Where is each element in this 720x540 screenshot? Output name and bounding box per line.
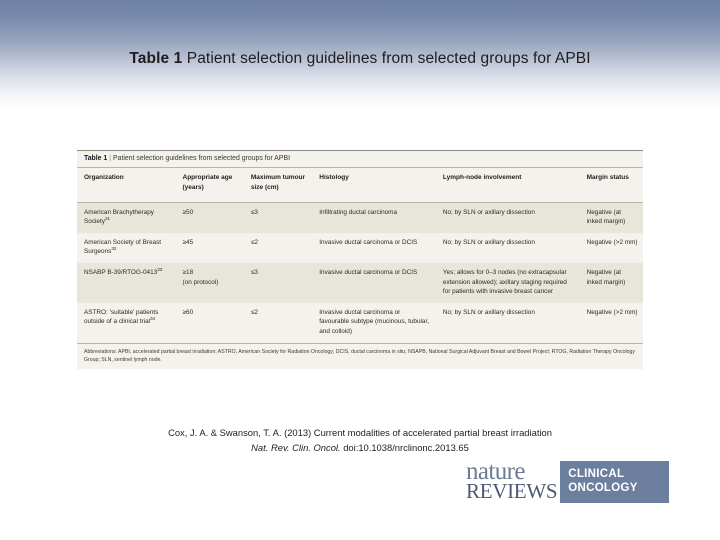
citation-line-journal bbox=[0, 441, 720, 456]
table-header-row bbox=[77, 168, 643, 202]
cell-lymph-node: No; by SLN or axillary dissection bbox=[436, 233, 580, 263]
citation-line-authors: Cox, J. A. & Swanson, T. A. (2013) Current modalities of accelerated partial breast irradiation bbox=[168, 427, 552, 438]
column-header-tumour-size: Maximum tumour size (cm) bbox=[244, 168, 312, 202]
cell-organization bbox=[77, 233, 176, 263]
nature-reviews-logo bbox=[466, 457, 669, 504]
logo-nature-text: nature bbox=[466, 457, 525, 485]
age-note: (on protocol) bbox=[182, 278, 219, 286]
table-footnote-abbreviations: Abbreviations: APBI, accelerated partial breast irradiation; ASTRO, American Society for Radiation Oncology; DCIS, ductal carcinoma in situ; NSAPB, National Surgical Adjuvant Breast and Bowel Project; RTOG, Radiation Therapy Oncology Group; SLN, sentinel lymph node. bbox=[77, 343, 643, 370]
citation-doi: doi:10.1038/nrclinonc.2013.65 bbox=[340, 441, 469, 453]
cell-margin-status: Negative (>2 mm) bbox=[580, 303, 643, 343]
logo-journal-badge bbox=[560, 461, 669, 503]
logo-oncology-text: ONCOLOGY bbox=[568, 482, 638, 494]
cell-tumour-size: ≤3 bbox=[244, 202, 312, 233]
table-figure bbox=[77, 150, 643, 369]
cell-margin-status: Negative (at inked margin) bbox=[580, 263, 643, 303]
cell-age: ≥45 bbox=[176, 233, 244, 263]
cell-age: ≥60 bbox=[176, 303, 244, 343]
column-header-histology: Histology bbox=[312, 168, 436, 202]
guidelines-table bbox=[77, 168, 643, 343]
table-body bbox=[77, 202, 643, 343]
cell-tumour-size: ≤2 bbox=[244, 233, 312, 263]
table-head bbox=[77, 168, 643, 202]
logo-clinical-text: CLINICAL bbox=[568, 468, 625, 481]
reference-superscript: 31 bbox=[104, 215, 111, 221]
citation-block bbox=[0, 426, 720, 455]
table-row bbox=[77, 263, 643, 303]
table-row bbox=[77, 233, 643, 263]
column-header-organization: Organization bbox=[77, 168, 176, 202]
organization-name: American Brachytherapy Society bbox=[84, 208, 154, 226]
column-header-margin-status: Margin status bbox=[580, 168, 643, 202]
citation-journal-name: Nat. Rev. Clin. Oncol. bbox=[251, 441, 341, 453]
reference-superscript: 32 bbox=[111, 246, 117, 252]
column-header-lymph-node: Lymph-node involvement bbox=[436, 168, 580, 202]
cell-organization bbox=[77, 202, 176, 233]
cell-lymph-node: No; by SLN or axillary dissection bbox=[436, 202, 580, 233]
logo-reviews-text: REVIEWS bbox=[466, 479, 558, 504]
cell-age: ≥50 bbox=[176, 202, 244, 233]
table-caption-label: Table 1 bbox=[84, 155, 108, 162]
cell-margin-status: Negative (at inked margin) bbox=[580, 202, 643, 233]
page-title-text: Patient selection guidelines from selected groups for APBI bbox=[182, 50, 591, 67]
table-row bbox=[77, 303, 643, 343]
table-caption-text: Patient selection guidelines from selected groups for APBI bbox=[113, 155, 290, 162]
organization-name: NSABP B-39/RTOG-0413 bbox=[84, 268, 158, 276]
cell-histology: Invasive ductal carcinoma or favourable subtype (mucinous, tubular, and colloid) bbox=[312, 303, 436, 343]
cell-histology: Invasive ductal carcinoma or DCIS bbox=[312, 263, 436, 303]
cell-tumour-size: ≤3 bbox=[244, 263, 312, 303]
cell-tumour-size: ≤2 bbox=[244, 303, 312, 343]
table-caption bbox=[77, 151, 643, 168]
reference-superscript: 33 bbox=[157, 266, 163, 272]
cell-histology: Infiltrating ductal carcinoma bbox=[312, 202, 436, 233]
column-header-age: Appropriate age (years) bbox=[176, 168, 244, 202]
cell-organization bbox=[77, 263, 176, 303]
table-row bbox=[77, 202, 643, 233]
cell-lymph-node: No; by SLN or axillary dissection bbox=[436, 303, 580, 343]
cell-lymph-node: Yes; allows for 0–3 nodes (no extracapsular extension allowed); axillary staging required for patients with invasive breast cancer bbox=[436, 263, 580, 303]
cell-organization bbox=[77, 303, 176, 343]
reference-superscript: 34 bbox=[150, 316, 156, 322]
page-title bbox=[0, 50, 720, 68]
age-value: ≥18 bbox=[182, 268, 194, 276]
cell-age bbox=[176, 263, 244, 303]
table-caption-separator: | bbox=[109, 155, 112, 162]
organization-name: ASTRO: ‘suitable’ patients outside of a clinical trial bbox=[84, 308, 159, 326]
logo-wordmark bbox=[466, 457, 560, 504]
organization-name: American Society of Breast Surgeons bbox=[84, 238, 162, 256]
cell-histology: Invasive ductal carcinoma or DCIS bbox=[312, 233, 436, 263]
page-title-label: Table 1 bbox=[129, 50, 183, 67]
cell-margin-status: Negative (>2 mm) bbox=[580, 233, 643, 263]
